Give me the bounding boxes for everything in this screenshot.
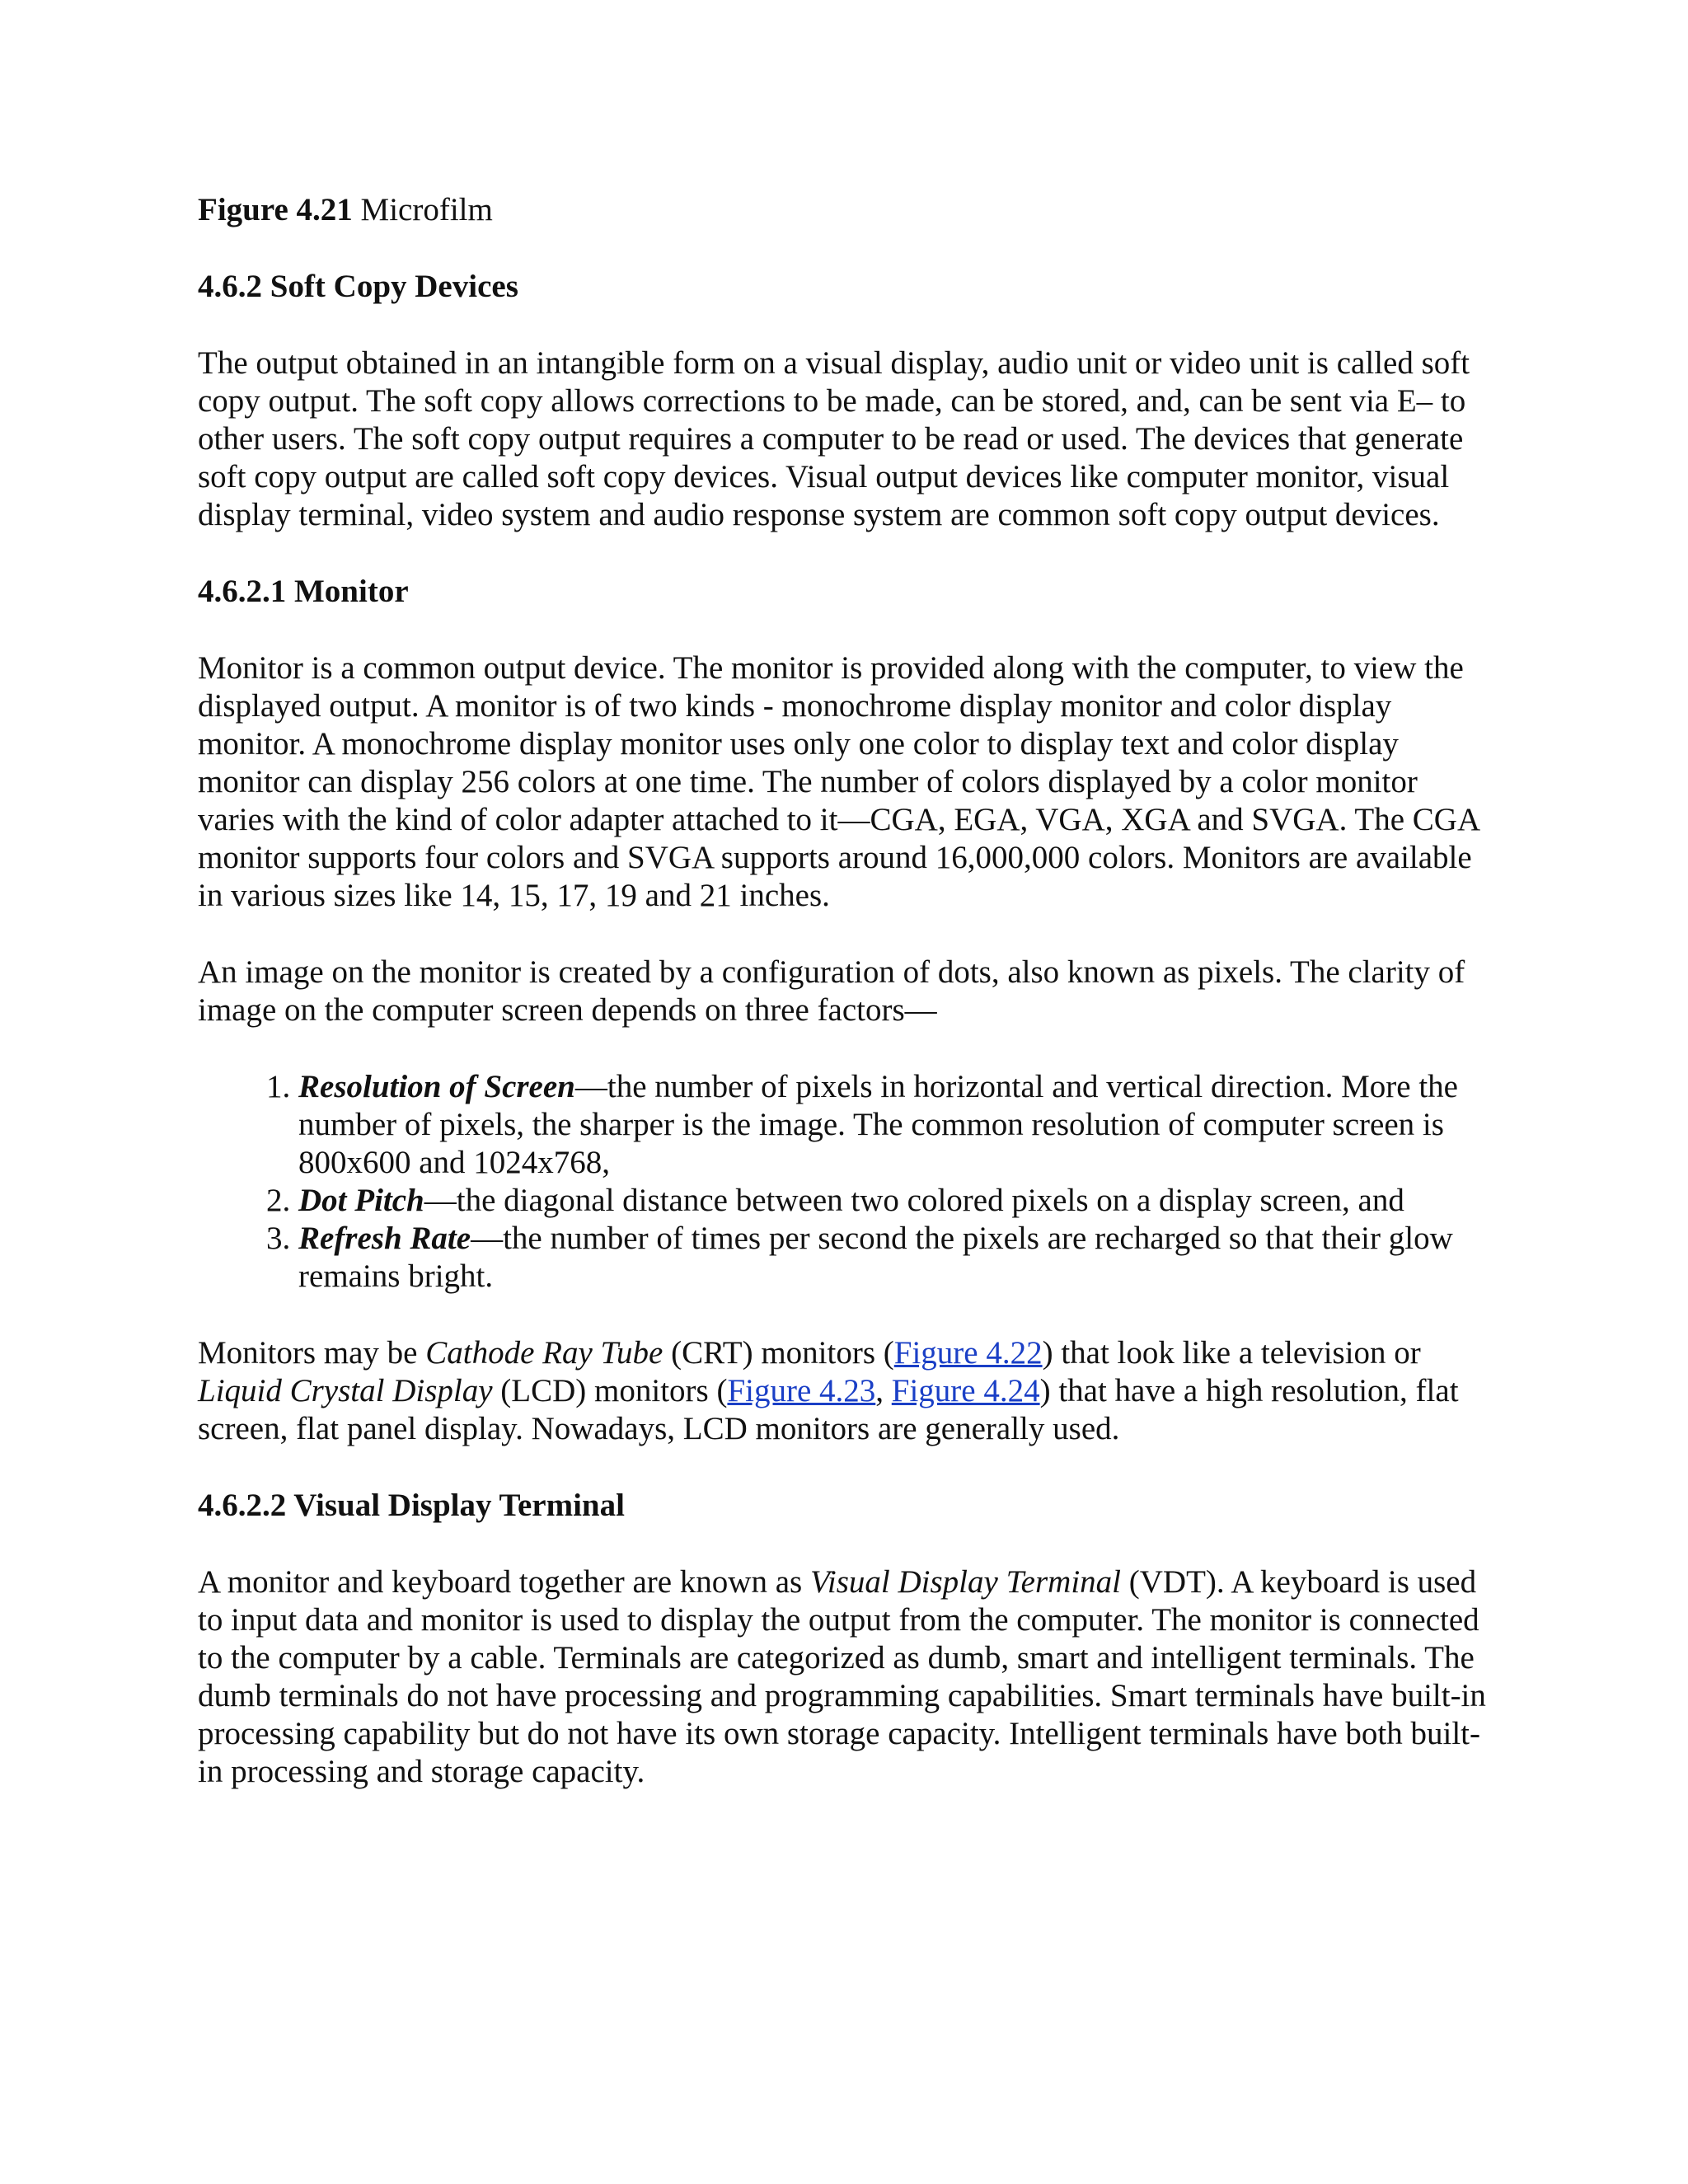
term-vdt: Visual Display Terminal — [809, 1564, 1122, 1600]
list-item — [298, 1068, 1500, 1182]
text-run: ) that look like a television or — [1042, 1335, 1421, 1371]
text-run: A monitor and keyboard together are known as — [198, 1564, 810, 1600]
paragraph-monitor-3 — [198, 1334, 1500, 1448]
text-run: ) that have a high resolution, flat screen, flat panel display. Nowadays, LCD monitors are generally used. — [198, 1373, 1459, 1446]
figure-label: Figure 4.21 — [198, 192, 353, 227]
document-page — [198, 191, 1500, 1830]
figure-4-24-link[interactable]: Figure 4.24 — [891, 1373, 1040, 1408]
list-item — [298, 1182, 1500, 1220]
figure-caption-text: Microfilm — [352, 192, 493, 227]
figure-caption — [198, 191, 1500, 229]
text-run: (CRT) monitors ( — [663, 1335, 894, 1371]
section-heading-vdt: 4.6.2.2 Visual Display Terminal — [198, 1488, 625, 1523]
text-run: , — [875, 1373, 892, 1408]
section-heading-monitor: 4.6.2.1 Monitor — [198, 574, 409, 609]
factor-description: —the diagonal distance between two colored pixels on a display screen, and — [424, 1183, 1404, 1218]
factor-description: —the number of times per second the pixels are recharged so that their glow remains bright. — [298, 1221, 1453, 1294]
paragraph-monitor-2: An image on the monitor is created by a configuration of dots, also known as pixels. The clarity of image on the computer screen depends on three factors— — [198, 954, 1465, 1028]
figure-4-23-link[interactable]: Figure 4.23 — [727, 1373, 876, 1408]
paragraph-soft-copy-intro: The output obtained in an intangible form on a visual display, audio unit or video unit is called soft copy output. The soft copy allows corrections to be made, can be stored, and, can be sent via E– to other users. The soft copy output requires a computer to be read or used. The devices that generate soft copy output are called soft copy devices. Visual output devices like computer monitor, visual display terminal, video system and audio response system are common soft copy output devices. — [198, 345, 1470, 532]
paragraph-monitor-1: Monitor is a common output device. The monitor is provided along with the computer, to view the displayed output. A monitor is of two kinds - monochrome display monitor and color display monitor. A monochrome display monitor uses only one color to display text and color display monitor can display 256 colors at one time. The number of colors displayed by a color monitor varies with the kind of color adapter attached to it—CGA, EGA, VGA, XGA and SVGA. The CGA monitor supports four colors and SVGA supports around 16,000,000 colors. Monitors are available in various sizes like 14, 15, 17, 19 and 21 inches. — [198, 650, 1479, 913]
factor-term: Dot Pitch — [298, 1183, 424, 1218]
factor-description: —the number of pixels in horizontal and vertical direction. More the number of pixels, the sharper is the image. The common resolution of computer screen is 800x600 and 1024x768, — [298, 1069, 1458, 1180]
term-lcd: Liquid Crystal Display — [198, 1373, 493, 1408]
factors-list — [198, 1068, 1500, 1296]
paragraph-vdt — [198, 1563, 1500, 1791]
term-crt: Cathode Ray Tube — [425, 1335, 663, 1371]
text-run: Monitors may be — [198, 1335, 426, 1371]
text-run: (LCD) monitors ( — [492, 1373, 728, 1408]
factor-term: Resolution of Screen — [298, 1069, 575, 1104]
text-run: (VDT). A keyboard is used to input data and monitor is used to display the output from the computer. The monitor is connected to the computer by a cable. Terminals are categorized as dumb, smart and intelligent terminals. The dumb terminals do not have processing and programming capabilities. Smart terminals have built-in processing capability but do not have its own storage capacity. Intelligent terminals have both built-in processing and storage capacity. — [198, 1564, 1486, 1789]
section-heading-soft-copy: 4.6.2 Soft Copy Devices — [198, 269, 518, 304]
figure-4-22-link[interactable]: Figure 4.22 — [893, 1335, 1043, 1371]
factor-term: Refresh Rate — [298, 1221, 471, 1256]
list-item — [298, 1220, 1500, 1296]
